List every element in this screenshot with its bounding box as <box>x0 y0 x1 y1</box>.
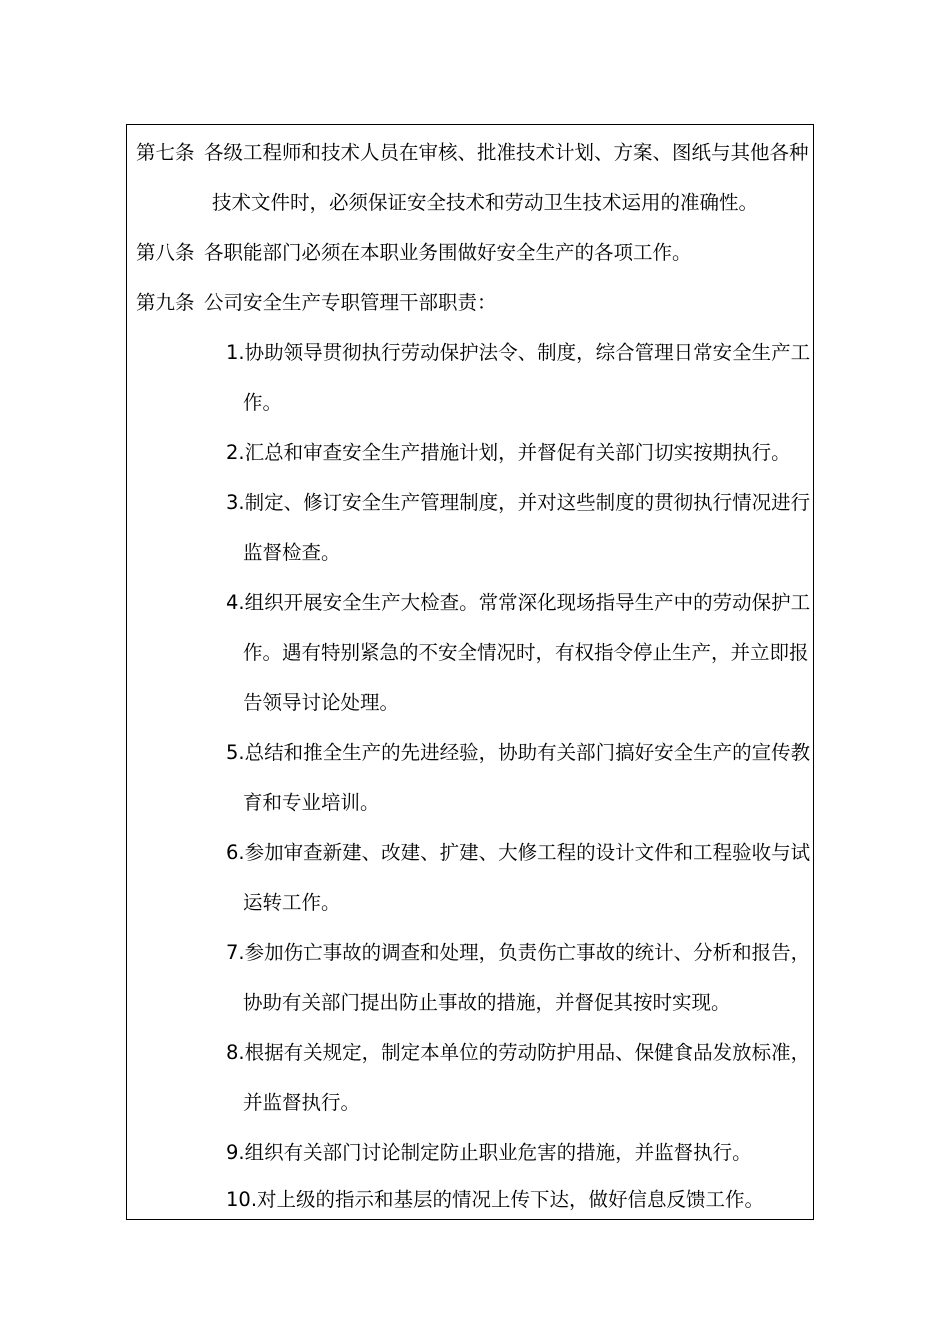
article-7-text: 各级工程师和技术人员在审核、批准技术计划、方案、图纸与其他各种 <box>204 141 809 164</box>
duty-6-line-1: 6.参加审查新建、改建、扩建、大修工程的设计文件和工程验收与试 <box>226 841 811 864</box>
duty-4-line-2: 作。遇有特别紧急的不安全情况时，有权指令停止生产，并立即报 <box>243 641 809 664</box>
article-7-line-1 <box>136 139 809 167</box>
duty-9-line-1: 9.组织有关部门讨论制定防止职业危害的措施，并监督执行。 <box>226 1141 752 1164</box>
duty-6-line-2: 运转工作。 <box>243 891 341 914</box>
article-8-number: 第八条 <box>136 241 195 264</box>
article-9-line-1 <box>136 289 497 317</box>
article-7-number: 第七条 <box>136 141 195 164</box>
duty-4-line-3: 告领导讨论处理。 <box>243 691 400 714</box>
duty-4-line-1: 4.组织开展安全生产大检查。常常深化现场指导生产中的劳动保护工 <box>226 591 811 614</box>
duty-8-line-1: 8.根据有关规定，制定本单位的劳动防护用品、保健食品发放标准， <box>226 1041 811 1064</box>
article-8-text: 各职能部门必须在本职业务围做好安全生产的各项工作。 <box>204 241 692 264</box>
duty-7-line-1: 7.参加伤亡事故的调查和处理，负责伤亡事故的统计、分析和报告， <box>226 941 811 964</box>
article-8-line-1 <box>136 239 692 267</box>
article-7-line-2: 技术文件时，必须保证安全技术和劳动卫生技术运用的准确性。 <box>212 191 759 214</box>
duty-1-line-2: 作。 <box>243 391 283 414</box>
duty-2-line-1: 2.汇总和审查安全生产措施计划，并督促有关部门切实按期执行。 <box>226 441 791 464</box>
duty-5-line-1: 5.总结和推全生产的先进经验，协助有关部门搞好安全生产的宣传教 <box>226 741 811 764</box>
duty-3-line-2: 监督检查。 <box>243 541 341 564</box>
duty-3-line-1: 3.制定、修订安全生产管理制度，并对这些制度的贯彻执行情况进行 <box>226 491 811 514</box>
duty-8-line-2: 并监督执行。 <box>243 1091 361 1114</box>
document-frame <box>126 124 814 1220</box>
article-9-text: 公司安全生产专职管理干部职责： <box>204 291 497 314</box>
duty-1-line-1: 1.协助领导贯彻执行劳动保护法令、制度，综合管理日常安全生产工 <box>226 341 811 364</box>
duty-7-line-2: 协助有关部门提出防止事故的措施，并督促其按时实现。 <box>243 991 731 1014</box>
duty-5-line-2: 育和专业培训。 <box>243 791 380 814</box>
article-9-number: 第九条 <box>136 291 195 314</box>
duty-10-line-1: 10.对上级的指示和基层的情况上传下达，做好信息反馈工作。 <box>226 1188 765 1211</box>
